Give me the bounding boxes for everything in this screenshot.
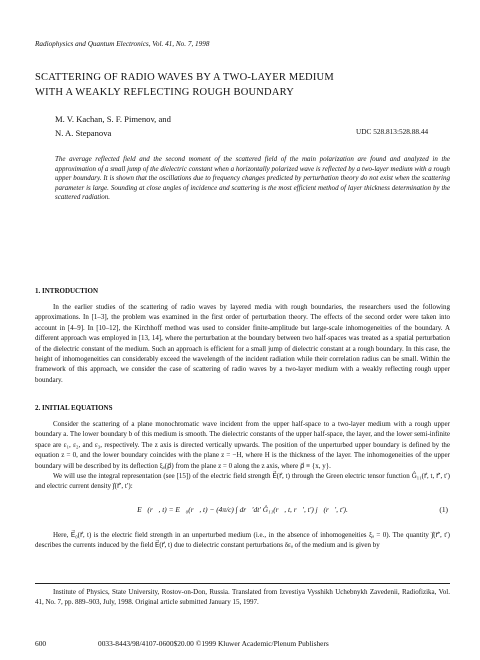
equation-body: E⃗(r⃗, t) = E⃗₀(r⃗, t) − (4π/c) ∫ dr⃗′dt′ Ĝ₁₁(r⃗, t, r⃗′, t′) j⃗(r⃗′, t′). [137, 505, 348, 514]
section-heading-introduction: 1. INTRODUCTION [35, 287, 99, 295]
author-list [55, 113, 171, 140]
copyright-line: 0033-8443/98/4107-0600$20.00 ©1999 Kluwer Academic/Plenum Publishers [98, 639, 329, 648]
paragraph-setup: Consider the scattering of a plane monochromatic wave incident from the upper half-space to a two-layer medium with a rough upper boundary a. The lower boundary b of this medium is smooth. The dielectric constants of the upper half-space, the layer, and the lower semi-infinite space are ε₁, ε₂, and ε₃, respectively. The z axis is directed vertically upwards. The position of the unperturbed upper boundary is defined by the equation z = 0, and the lower boundary coincides with the plane z = −H, where H is the thickness of the layer. The inhomogeneities of the upper boundary will be described by its deflection ξₐ(ρ⃗) from the plane z = 0 along the z axis, where ρ⃗ ≡ {x, y}. [35, 420, 450, 470]
title-line-2: WITH A WEAKLY REFLECTING ROUGH BOUNDARY [35, 87, 295, 98]
paragraph-after-equation: Here, E⃗₀(r⃗, t) is the electric field strength in an unperturbed medium (i.e., in the absence of inhomogeneities ξₐ = 0). The quantity j⃗(r⃗′, t′) describes the currents induced by the field E⃗(r⃗, t) due to dielectric constant perturbations δεₐ of the medium and is given by [35, 531, 450, 550]
footnote-divider [35, 583, 450, 584]
title-line-1: SCATTERING OF RADIO WAVES BY A TWO-LAYER MEDIUM [35, 72, 334, 83]
journal-citation: Radiophysics and Quantum Electronics, Vol. 41, No. 7, 1998 [35, 40, 210, 48]
initial-equations-text [35, 419, 450, 492]
section-heading-initial-equations: 2. INITIAL EQUATIONS [35, 404, 113, 412]
footnote: Institute of Physics, State University, Rostov-on-Don, Russia. Translated from Izvestiya Vysshikh Uchebnykh Zavedenii, Radiofizika, Vol. 41, No. 7, pp. 889–903, July, 1998. Original article submitted January 15, 1997. [35, 588, 450, 606]
paragraph-integral-representation: We will use the integral representation (see [15]) of the electric field strength E⃗(r⃗, t) through the Green electric tensor function Ĝ₁₁(r⃗, t, r⃗′, t′) and electric current density j⃗(r⃗′, t′): [35, 472, 450, 491]
equation-1 [35, 503, 450, 519]
page-number: 600 [35, 639, 47, 648]
udc-code: UDC 528.813:528.88.44 [356, 127, 429, 136]
authors-line-2: N. A. Stepanova [55, 127, 112, 138]
authors-line-1: M. V. Kachan, S. F. Pimenov, and [55, 114, 171, 124]
article-title [35, 70, 455, 100]
introduction-paragraph: In the earlier studies of the scattering of radio waves by layered media with rough boundaries, the researchers used the following approximations. In [1–3], the problem was examined in the first order of perturbation theory. The effects of the second order were taken into account in [4–9]. In [10–12], the Kirchhoff method was used to consider finite-amplitude but large-scale inhomogeneities of the boundary. A different approach was employed in [13, 14], where the perturbation at the boundary between two half-spaces was treated as a spatial perturbation of the dielectric constant of the medium. Such an approach is efficient for a small jump of dielectric constant at a rough boundary. In this case, the height of inhomogeneities can considerably exceed the wavelength of the incident radiation while their correlation radius can be small. Within the framework of this approach, we consider the case of scattering of radio waves by a two-layer medium with a weakly reflecting rough upper boundary. [35, 303, 450, 384]
abstract: The average reflected field and the second moment of the scattered field of the main polarization are found and analyzed in the approximation of a small jump of the dielectric constant when a horizontally polarized wave is reflected by a two-layer medium with a rough upper boundary. It is shown that the oscillations due to frequency changes predicted by perturbation theory do not exist when the scattering parameter is large. Sounding at close angles of incidence and scattering is the most efficient method of layer thickness determination by the scattered radiation. [55, 155, 450, 202]
equation-number: (1) [439, 505, 448, 514]
